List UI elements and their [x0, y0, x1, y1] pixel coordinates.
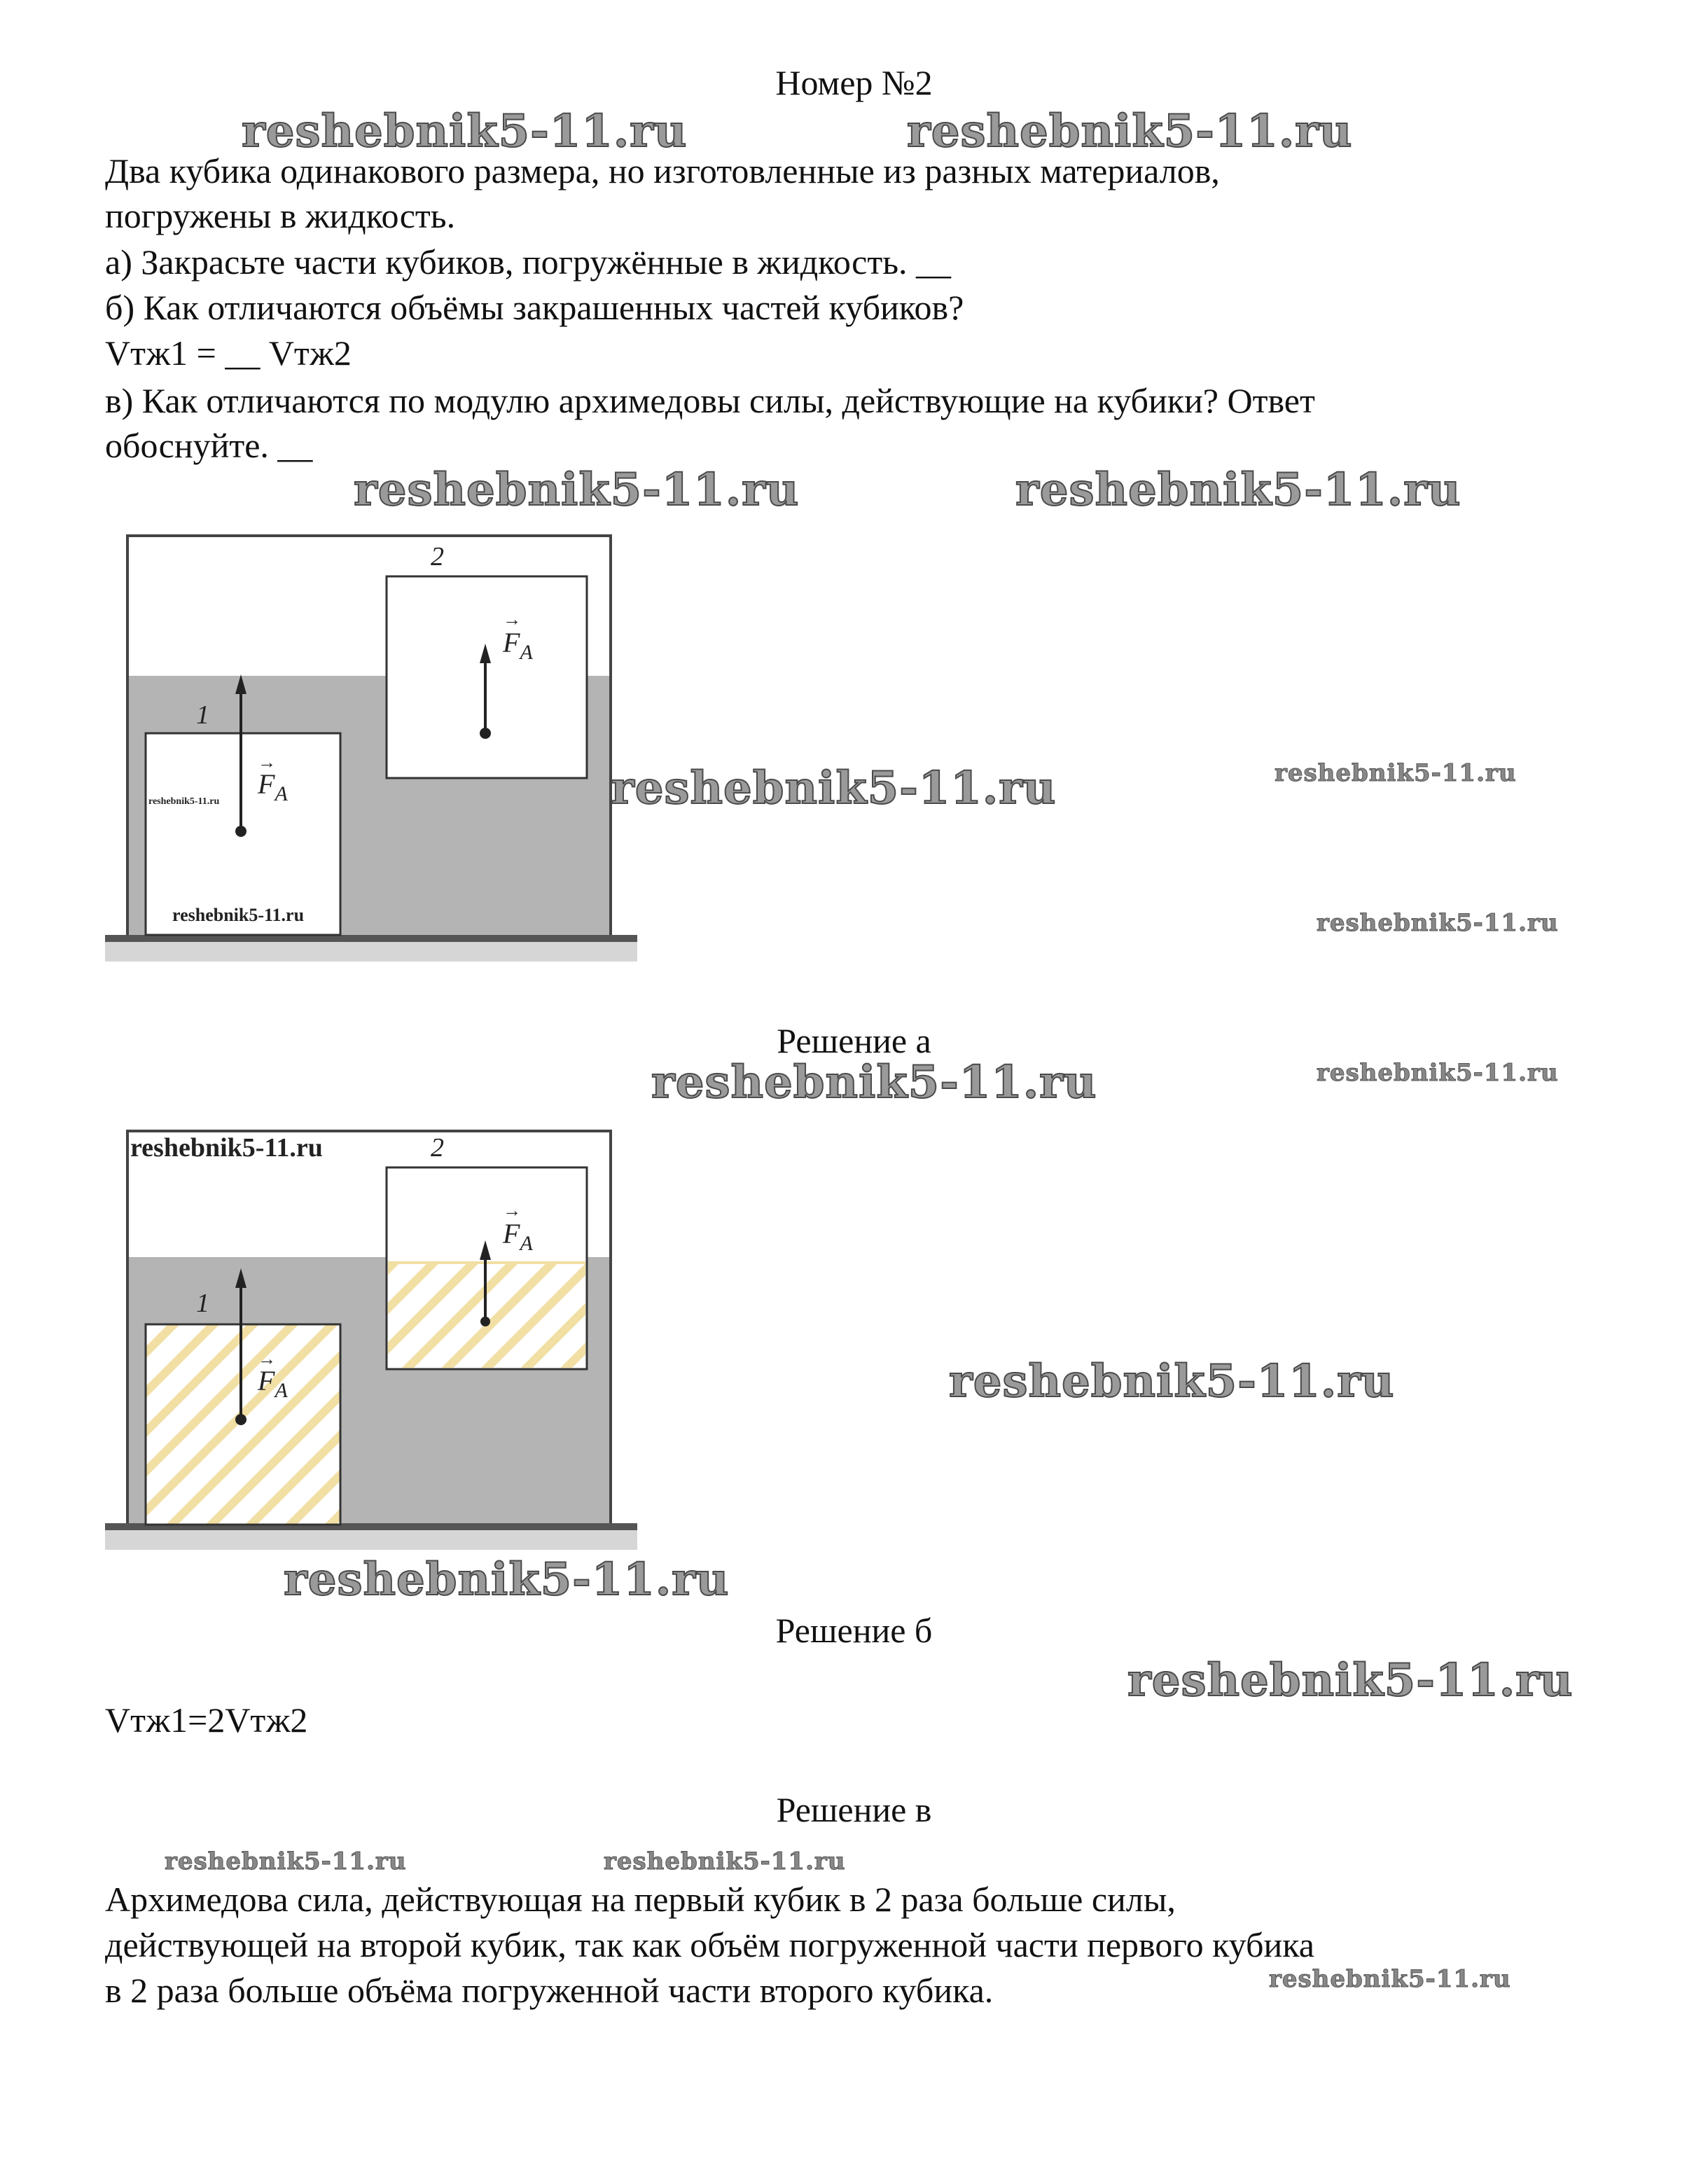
watermark: reshebnik5-11.ru — [949, 1355, 1395, 1408]
solution-figure — [105, 1110, 651, 1565]
cube-1-arrow-symbol: → — [258, 1349, 276, 1369]
solution-c-line1: Архимедова сила, действующая на первый кубик в 2 раза больше силы, — [105, 1880, 1176, 1919]
watermark: reshebnik5-11.ru — [1127, 1654, 1574, 1707]
watermark: reshebnik5-11.ru — [1275, 759, 1517, 787]
problem-intro-line2: погружены в жидкость. — [105, 196, 456, 235]
cube-2-force-origin — [480, 728, 491, 739]
cube-1-arrow-symbol: → — [258, 752, 276, 772]
cube-1-force-label: $F_A$ — [258, 1365, 288, 1402]
problem-part-b: б) Как отличаются объёмы закрашенных частей кубиков? — [105, 288, 964, 327]
figure-watermark: reshebnik5-11.ru — [172, 905, 305, 925]
cube-2-label: 2 — [431, 1133, 444, 1163]
cube-1-label: 1 — [196, 700, 209, 730]
problem-part-a: а) Закрасьте части кубиков, погружённые в жидкость. __ — [105, 242, 952, 282]
cube-1-label: 1 — [196, 1289, 209, 1318]
watermark: reshebnik5-11.ru — [284, 1553, 730, 1606]
watermark: reshebnik5-11.ru — [604, 1847, 846, 1875]
cube-2-label: 2 — [431, 542, 444, 571]
watermark: reshebnik5-11.ru — [651, 1056, 1097, 1109]
cube-2-force-label: $F_A$ — [503, 1218, 533, 1255]
watermark: reshebnik5-11.ru — [1317, 909, 1559, 937]
cube-1-force-origin — [235, 1414, 247, 1425]
problem-figure — [105, 515, 651, 977]
problem-part-c-line2: обоснуйте. __ — [105, 426, 313, 465]
watermark: reshebnik5-11.ru — [907, 105, 1353, 158]
page-title: Номер №2 — [775, 63, 933, 102]
problem-intro-line1: Два кубика одинакового размера, но изготовленные из разных материалов, — [105, 151, 1220, 190]
watermark: reshebnik5-11.ru — [1317, 1059, 1559, 1087]
watermark: reshebnik5-11.ru — [242, 105, 688, 158]
solution-c-heading: Решение в — [776, 1790, 932, 1829]
cube-1-force-label: $F_A$ — [258, 768, 288, 805]
watermark: reshebnik5-11.ru — [1269, 1965, 1511, 1993]
ground-hatch — [105, 942, 637, 962]
ground-hatch — [105, 1530, 637, 1550]
solution-a-heading: Решение а — [777, 1021, 931, 1060]
cube-2-arrow-symbol: → — [503, 609, 521, 630]
solution-b-heading: Решение б — [775, 1611, 933, 1650]
solution-c-line2: действующей на второй кубик, так как объём погруженной части первого кубика — [105, 1925, 1314, 1964]
watermark: reshebnik5-11.ru — [354, 464, 800, 516]
solution-c-line3: в 2 раза больше объёма погруженной части второго кубика. — [105, 1971, 994, 2010]
problem-part-c-line1: в) Как отличаются по модулю архимедовы силы, действующие на кубики? Ответ — [105, 381, 1315, 420]
solution-b-formula: Vтж1=2Vтж2 — [105, 1700, 308, 1740]
figure-watermark: reshebnik5-11.ru — [130, 1133, 323, 1163]
cube-2-arrow-symbol: → — [503, 1200, 521, 1221]
cube-1-force-origin — [235, 826, 247, 837]
watermark: reshebnik5-11.ru — [165, 1847, 407, 1875]
watermark: reshebnik5-11.ru — [611, 762, 1057, 814]
cube-2-force-origin — [480, 1317, 490, 1326]
watermark: reshebnik5-11.ru — [1015, 464, 1461, 516]
problem-part-b-formula: Vтж1 = __ Vтж2 — [105, 333, 352, 373]
cube-2-force-label: $F_A$ — [503, 627, 533, 664]
figure-watermark: reshebnik5-11.ru — [148, 796, 220, 807]
